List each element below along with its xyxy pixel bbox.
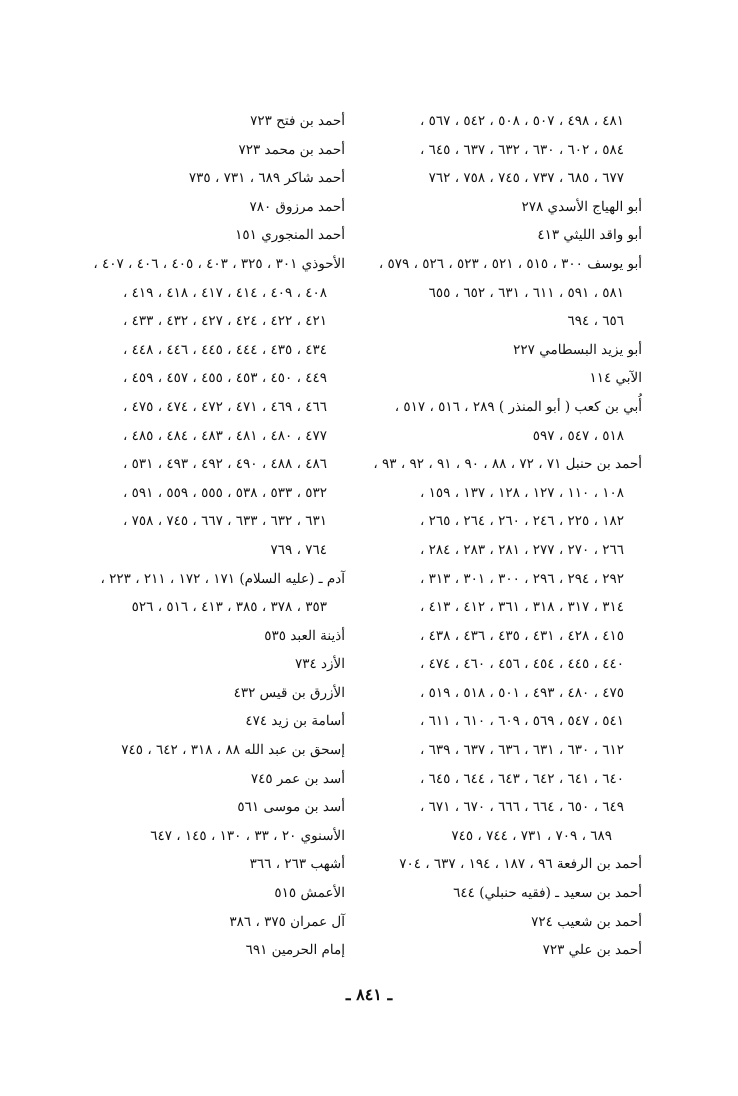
index-continuation-line: ٤١٥ ، ٤٢٨ ، ٤٣١ ، ٤٣٥ ، ٤٣٦ ، ٤٣٨ ، [419,627,624,644]
index-entry: أحمد بن حنبل ٧١ ، ٧٢ ، ٨٨ ، ٩٠ ، ٩١ ، ٩٢ ، ٩٣ ، [373,456,642,473]
index-column-left [83,107,345,965]
index-continuation-line: ١٨٢ ، ٢٢٥ ، ٢٤٦ ، ٢٦٠ ، ٢٦٤ ، ٢٦٥ ، [419,513,624,530]
index-entry: أبو الهياج الأسدي ٢٧٨ [521,198,642,215]
index-continuation-line: ٥٨٤ ، ٦٠٢ ، ٦٣٠ ، ٦٣٢ ، ٦٣٧ ، ٦٤٥ ، [419,141,624,158]
index-entry: الأحوذي ٣٠١ ، ٣٢٥ ، ٤٠٣ ، ٤٠٥ ، ٤٠٦ ، ٤٠٧ ، [93,255,345,272]
index-entry: أحمد شاكر ٦٨٩ ، ٧٣١ ، ٧٣٥ [188,170,345,187]
index-continuation-line: ٤٧٧ ، ٤٨٠ ، ٤٨١ ، ٤٨٣ ، ٤٨٤ ، ٤٨٥ ، [122,427,327,444]
index-entry: أسامة بن زيد ٤٧٤ [245,713,345,730]
index-continuation-line: ٤٦٦ ، ٤٦٩ ، ٤٧١ ، ٤٧٢ ، ٤٧٤ ، ٤٧٥ ، [122,398,327,415]
index-continuation-line: ٥٣٢ ، ٥٣٣ ، ٥٣٨ ، ٥٥٥ ، ٥٥٩ ، ٥٩١ ، [122,484,327,501]
index-continuation-line: ٦٤٩ ، ٦٥٠ ، ٦٦٤ ، ٦٦٦ ، ٦٧٠ ، ٦٧١ ، [419,799,624,816]
index-continuation-line: ٥٤١ ، ٥٤٧ ، ٥٦٩ ، ٦٠٩ ، ٦١٠ ، ٦١١ ، [419,713,624,730]
index-continuation-line: ٢٦٦ ، ٢٧٠ ، ٢٧٧ ، ٢٨١ ، ٢٨٣ ، ٢٨٤ ، [419,541,624,558]
index-entry: أذينة العبد ٥٣٥ [264,627,345,644]
index-continuation-line: ٤٢١ ، ٤٢٢ ، ٤٢٤ ، ٤٢٧ ، ٤٣٢ ، ٤٣٣ ، [122,313,327,330]
index-entry: أحمد بن فتح ٧٢٣ [250,113,345,129]
index-entry: الأعمش ٥١٥ [274,885,345,902]
index-continuation-line: ٤٠٨ ، ٤٠٩ ، ٤١٤ ، ٤١٧ ، ٤١٨ ، ٤١٩ ، [122,284,327,301]
index-continuation-line: ٤٨١ ، ٤٩٨ ، ٥٠٧ ، ٥٠٨ ، ٥٤٢ ، ٥٦٧ ، [419,113,624,129]
index-continuation-line: ٢٩٢ ، ٢٩٤ ، ٢٩٦ ، ٣٠٠ ، ٣٠١ ، ٣١٣ ، [419,570,624,587]
index-continuation-line: ٦١٢ ، ٦٣٠ ، ٦٣١ ، ٦٣٦ ، ٦٣٧ ، ٦٣٩ ، [419,742,624,759]
index-continuation-line: ٥٨١ ، ٥٩١ ، ٦١١ ، ٦٣١ ، ٦٥٢ ، ٦٥٥ [428,284,624,301]
page-number: ـ ٨٤١ ـ [345,985,393,1004]
index-entry: آل عمران ٣٧٥ ، ٣٨٦ [229,913,345,930]
index-entry: آدم ـ (عليه السلام) ١٧١ ، ١٧٢ ، ٢١١ ، ٢٢٣ ، [100,570,345,587]
index-entry: أحمد المنجوري ١٥١ [235,227,345,244]
index-entry: إسحق بن عبد الله ٨٨ ، ٣١٨ ، ٦٤٢ ، ٧٤٥ [121,742,345,759]
index-continuation-line: ٦٣١ ، ٦٣٢ ، ٦٣٣ ، ٦٦٧ ، ٧٤٥ ، ٧٥٨ ، [122,513,327,530]
index-entry: أسد بن عمر ٧٤٥ [250,770,345,787]
index-entry: الأزرق بن قيس ٤٣٢ [233,684,345,701]
index-continuation-line: ١٠٨ ، ١١٠ ، ١٢٧ ، ١٢٨ ، ١٣٧ ، ١٥٩ ، [419,484,624,501]
index-column-right [373,107,642,965]
index-entry: أُبي بن كعب ( أبو المنذر ) ٢٨٩ ، ٥١٦ ، ٥١٧ ، [394,398,642,415]
index-continuation-line: ٦٤٠ ، ٦٤١ ، ٦٤٢ ، ٦٤٣ ، ٦٤٤ ، ٦٤٥ ، [419,770,624,787]
index-continuation-line: ٤٤٠ ، ٤٤٥ ، ٤٥٤ ، ٤٥٦ ، ٤٦٠ ، ٤٧٤ ، [419,656,624,673]
index-continuation-line: ٤٧٥ ، ٤٨٠ ، ٤٩٣ ، ٥٠١ ، ٥١٨ ، ٥١٩ ، [419,684,624,701]
index-entry: أحمد بن محمد ٧٢٣ [238,141,345,158]
index-entry: أحمد بن سعيد ـ (فقيه حنبلي) ٦٤٤ [453,885,642,902]
index-continuation-line: ٤٤٩ ، ٤٥٠ ، ٤٥٣ ، ٤٥٥ ، ٤٥٧ ، ٤٥٩ ، [122,370,327,387]
index-continuation-line: ٣٥٣ ، ٣٧٨ ، ٣٨٥ ، ٤١٣ ، ٥١٦ ، ٥٢٦ [131,599,327,616]
index-continuation-line: ٤٣٤ ، ٤٣٥ ، ٤٤٤ ، ٤٤٥ ، ٤٤٦ ، ٤٤٨ ، [122,341,327,358]
index-continuation-line: ٤٨٦ ، ٤٨٨ ، ٤٩٠ ، ٤٩٢ ، ٤٩٣ ، ٥٣١ ، [122,456,327,473]
index-entry: أحمد بن الرفعة ٩٦ ، ١٨٧ ، ١٩٤ ، ٦٣٧ ، ٧٠٤ [399,856,642,873]
index-continuation-line: ٦٥٦ ، ٦٩٤ [567,313,624,330]
index-entry: الأسنوي ٢٠ ، ٣٣ ، ١٣٠ ، ١٤٥ ، ٦٤٧ [150,827,345,844]
index-entry: أحمد بن علي ٧٢٣ [542,942,642,959]
index-entry: أسد بن موسى ٥٦١ [237,799,345,816]
index-entry: أشهب ٢٦٣ ، ٣٦٦ [249,856,345,873]
index-continuation-line: ٦٨٩ ، ٧٠٩ ، ٧٣١ ، ٧٤٤ ، ٧٤٥ [451,827,612,844]
index-entry: أبو واقد الليثي ٤١٣ [537,227,642,244]
index-entry: أحمد بن شعيب ٧٢٤ [531,913,642,930]
index-continuation-line: ٦٧٧ ، ٦٨٥ ، ٧٣٧ ، ٧٤٥ ، ٧٥٨ ، ٧٦٢ [428,170,624,187]
index-continuation-line: ٥١٨ ، ٥٤٧ ، ٥٩٧ [532,427,624,444]
index-entry: أبو يزيد البسطامي ٢٢٧ [513,341,642,358]
index-continuation-line: ٧٦٤ ، ٧٦٩ [270,541,327,558]
index-entry: إمام الحرمين ٦٩١ [245,942,345,959]
index-entry: الأزد ٧٣٤ [294,656,345,673]
index-continuation-line: ٣١٤ ، ٣١٧ ، ٣١٨ ، ٣٦١ ، ٤١٢ ، ٤١٣ ، [419,599,624,616]
index-entry: الآبي ١١٤ [589,370,642,387]
index-entry: أحمد مرزوق ٧٨٠ [249,198,345,215]
index-entry: أبو يوسف ٣٠٠ ، ٥١٥ ، ٥٢١ ، ٥٢٣ ، ٥٢٦ ، ٥٧٩ ، [378,255,642,272]
